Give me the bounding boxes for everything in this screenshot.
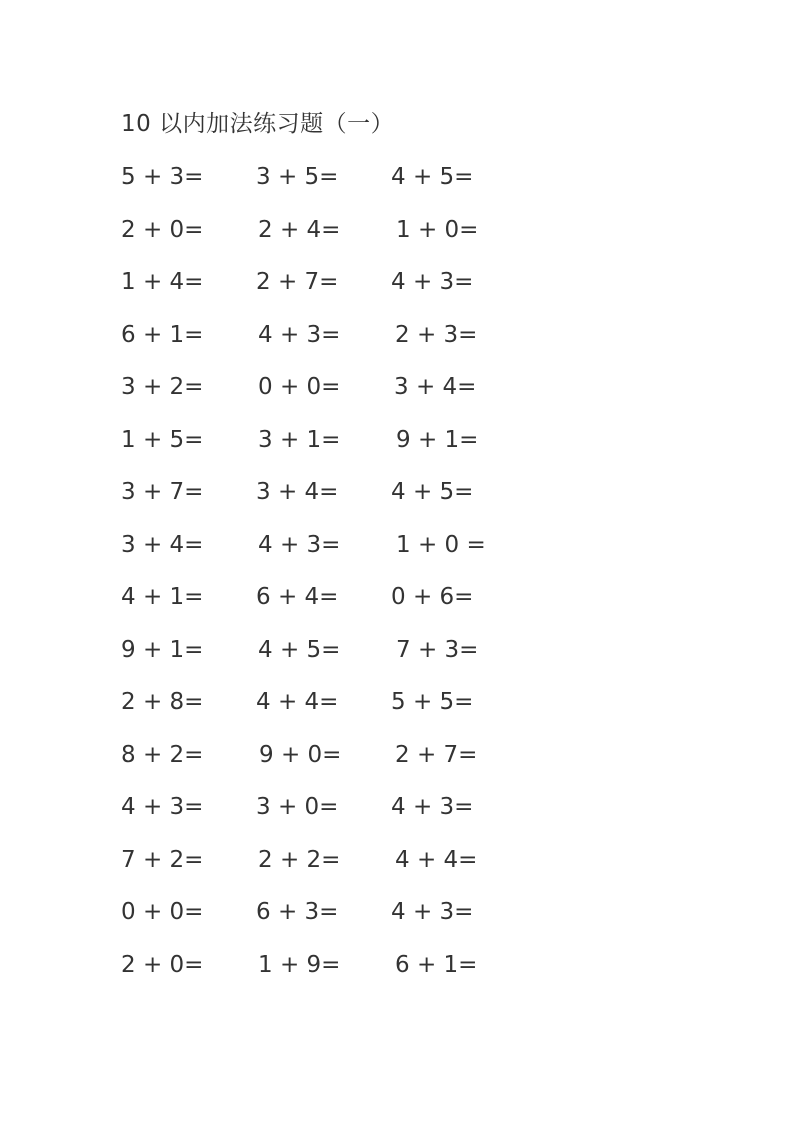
problem-r16-c2: 1 + 9=: [258, 952, 341, 978]
problem-r11-c3: 5 + 5=: [391, 689, 474, 715]
problem-r7-c2: 3 + 4=: [256, 479, 339, 505]
problem-r10-c2: 4 + 5=: [258, 637, 341, 663]
problem-r8-c3: 1 + 0 =: [396, 532, 486, 558]
problem-r16-c1: 2 + 0=: [121, 952, 204, 978]
problem-r15-c3: 4 + 3=: [391, 899, 474, 925]
problem-r11-c2: 4 + 4=: [256, 689, 339, 715]
problem-r9-c2: 6 + 4=: [256, 584, 339, 610]
problem-r1-c1: 5 + 3=: [121, 164, 204, 190]
problem-r12-c1: 8 + 2=: [121, 742, 204, 768]
worksheet-title: 10 以内加法练习题（一）: [121, 111, 395, 137]
problem-r4-c3: 2 + 3=: [395, 322, 478, 348]
problem-r2-c1: 2 + 0=: [121, 217, 204, 243]
problem-r1-c3: 4 + 5=: [391, 164, 474, 190]
problem-r12-c3: 2 + 7=: [395, 742, 478, 768]
problem-r5-c2: 0 + 0=: [258, 374, 341, 400]
problem-r9-c1: 4 + 1=: [121, 584, 204, 610]
problem-r9-c3: 0 + 6=: [391, 584, 474, 610]
problem-r15-c2: 6 + 3=: [256, 899, 339, 925]
problem-r13-c2: 3 + 0=: [256, 794, 339, 820]
problem-r6-c1: 1 + 5=: [121, 427, 204, 453]
problem-r10-c1: 9 + 1=: [121, 637, 204, 663]
problem-r4-c1: 6 + 1=: [121, 322, 204, 348]
problem-r8-c1: 3 + 4=: [121, 532, 204, 558]
problem-r8-c2: 4 + 3=: [258, 532, 341, 558]
problem-r4-c2: 4 + 3=: [258, 322, 341, 348]
problem-r2-c2: 2 + 4=: [258, 217, 341, 243]
problem-r11-c1: 2 + 8=: [121, 689, 204, 715]
problem-r3-c3: 4 + 3=: [391, 269, 474, 295]
problem-r14-c3: 4 + 4=: [395, 847, 478, 873]
problem-r7-c3: 4 + 5=: [391, 479, 474, 505]
problem-r1-c2: 3 + 5=: [256, 164, 339, 190]
problem-r6-c2: 3 + 1=: [258, 427, 341, 453]
problem-r2-c3: 1 + 0=: [396, 217, 479, 243]
problem-r5-c3: 3 + 4=: [394, 374, 477, 400]
problem-r7-c1: 3 + 7=: [121, 479, 204, 505]
problem-r15-c1: 0 + 0=: [121, 899, 204, 925]
problem-r14-c1: 7 + 2=: [121, 847, 204, 873]
problem-r12-c2: 9 + 0=: [259, 742, 342, 768]
problem-r16-c3: 6 + 1=: [395, 952, 478, 978]
problem-r6-c3: 9 + 1=: [396, 427, 479, 453]
problem-r14-c2: 2 + 2=: [258, 847, 341, 873]
problem-r10-c3: 7 + 3=: [396, 637, 479, 663]
problem-r3-c2: 2 + 7=: [256, 269, 339, 295]
problem-r13-c1: 4 + 3=: [121, 794, 204, 820]
problem-r5-c1: 3 + 2=: [121, 374, 204, 400]
problem-r3-c1: 1 + 4=: [121, 269, 204, 295]
problem-r13-c3: 4 + 3=: [391, 794, 474, 820]
